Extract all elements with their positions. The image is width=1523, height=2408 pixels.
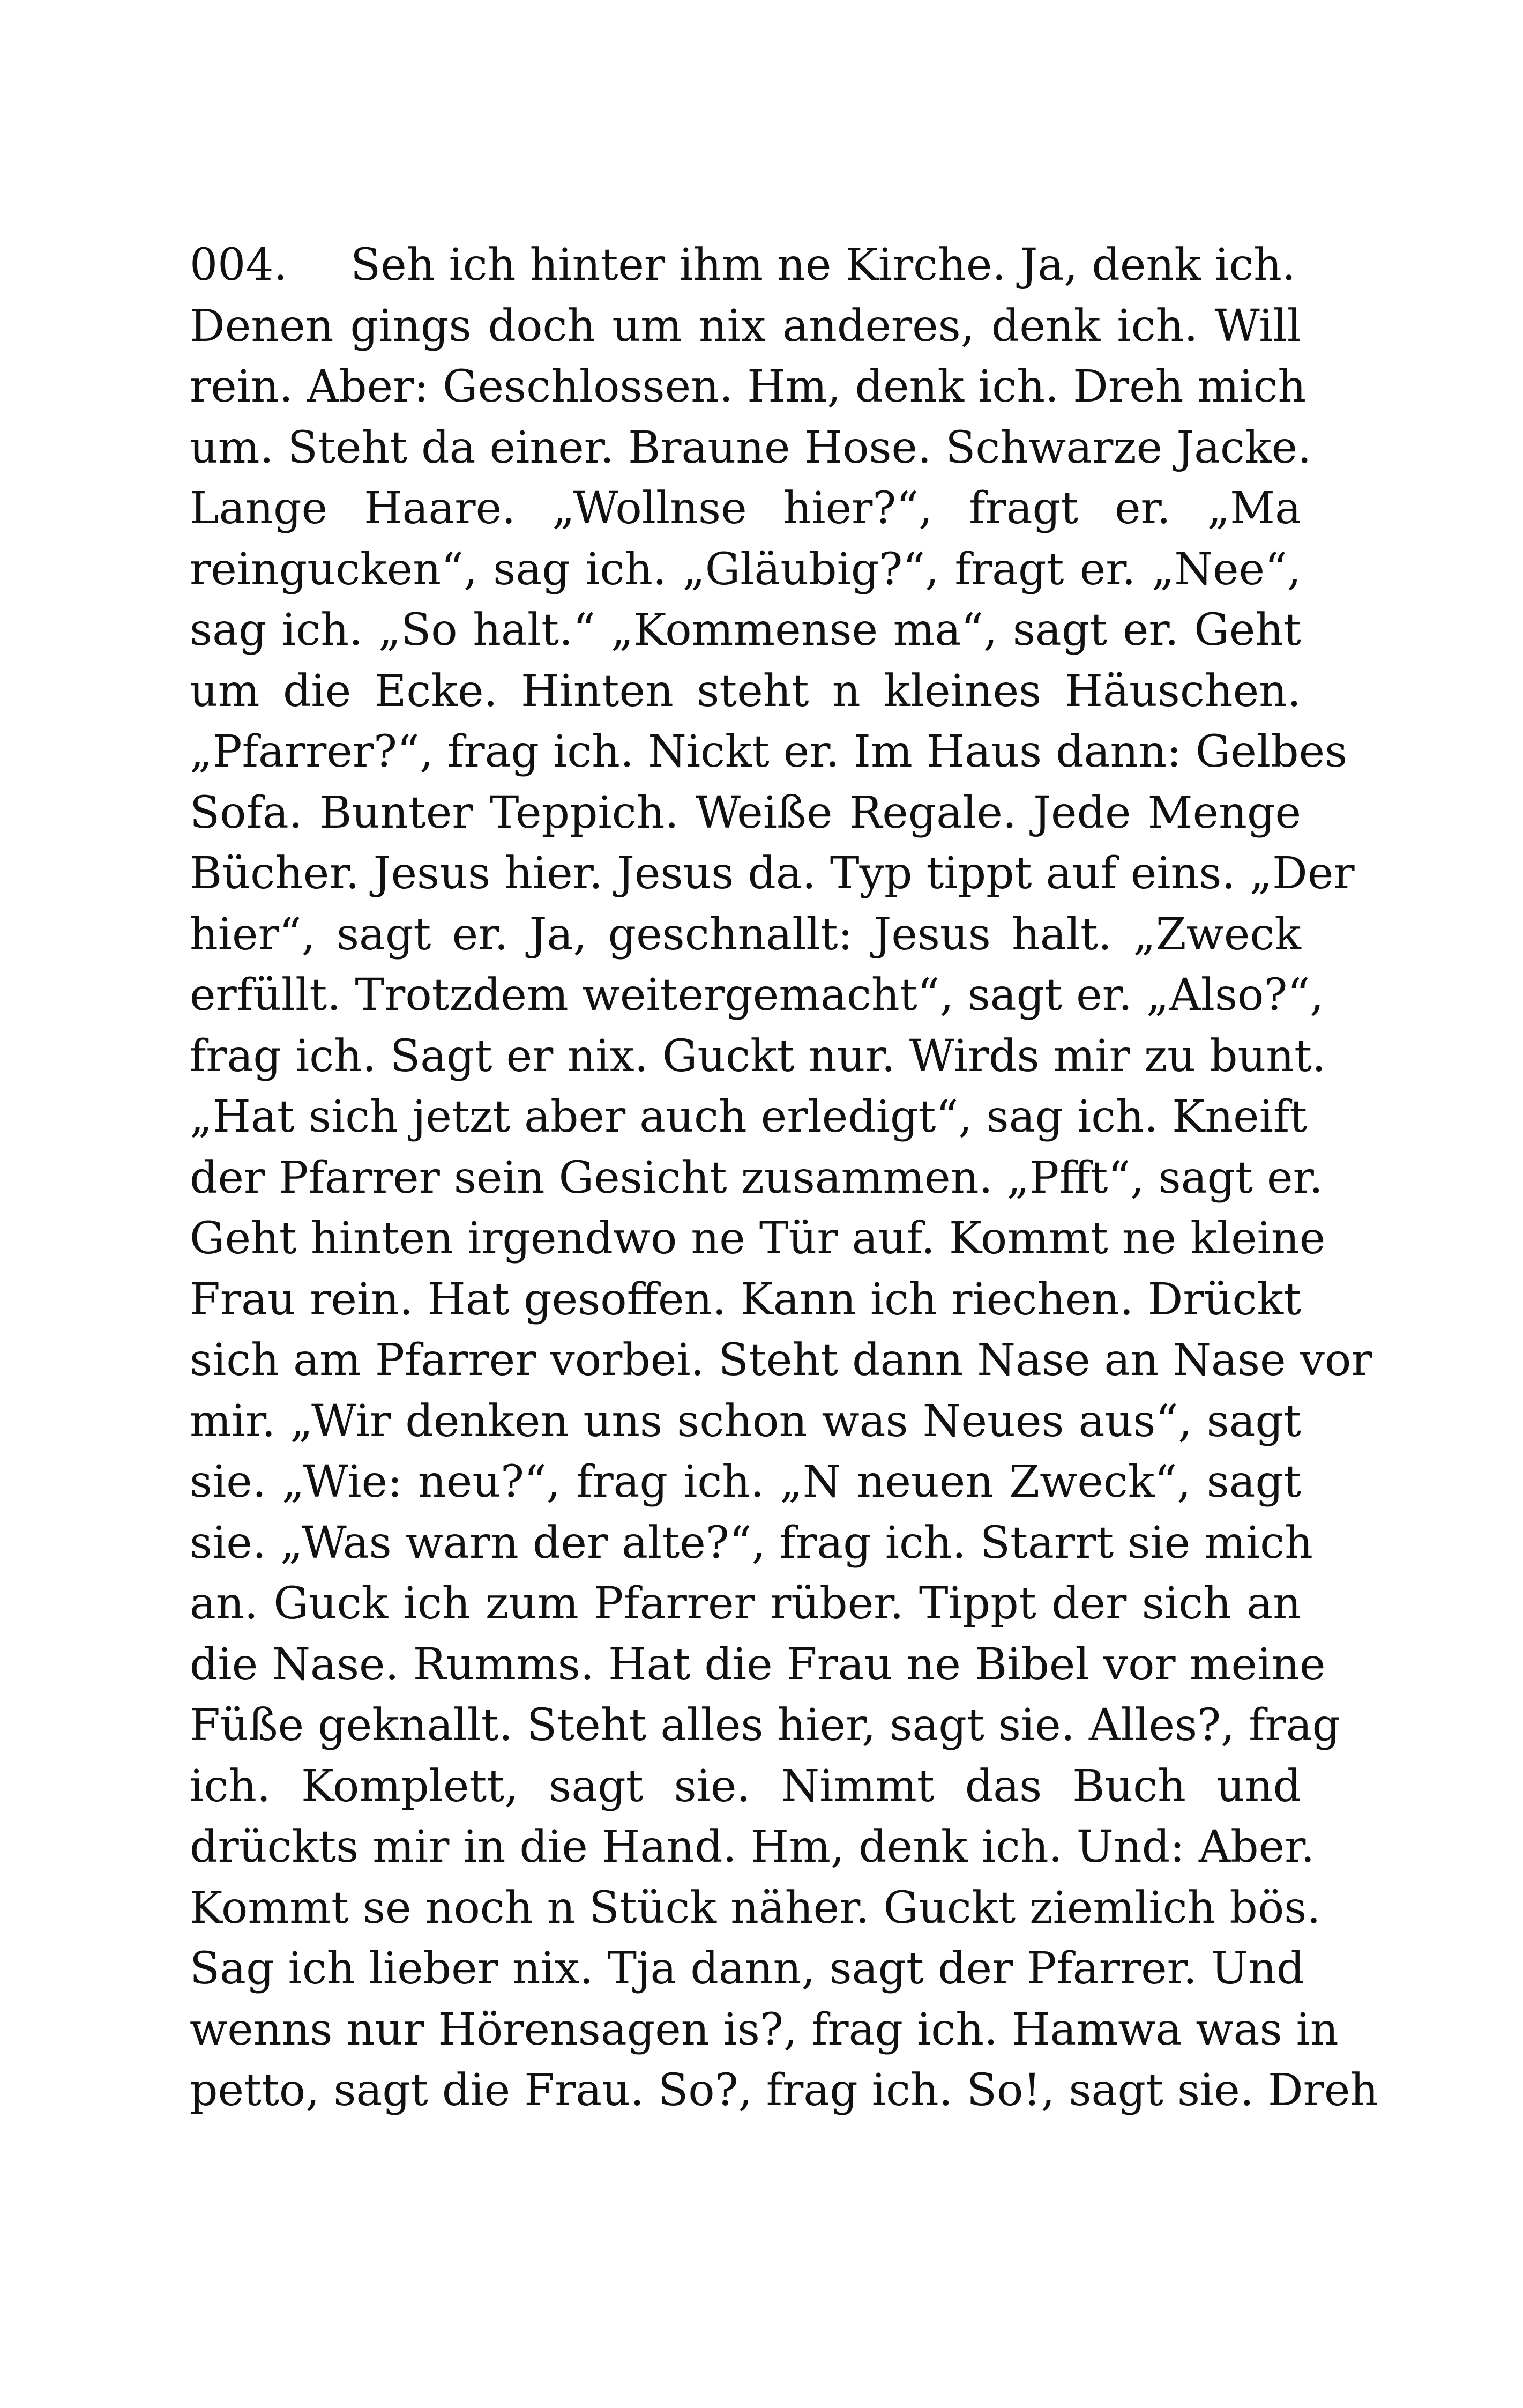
text-line: erfüllt. Trotzdem weitergemacht“, sagt er. „Also?“, (190, 970, 1324, 1021)
text-line: sie. „Wie: neu?“, frag ich. „N neuen Zweck“, sagt (190, 1456, 1301, 1507)
text-line: Füße geknallt. Steht alles hier, sagt sie. Alles?, frag (190, 1700, 1341, 1751)
text-line: Geht hinten irgendwo ne Tür auf. Kommt ne kleine (190, 1213, 1326, 1264)
text-line: die Nase. Rumms. Hat die Frau ne Bibel vor meine (190, 1639, 1326, 1690)
text-line: reingucken“, sag ich. „Gläubig?“, fragt er. „Nee“, (190, 544, 1301, 595)
text-line: drückts mir in die Hand. Hm, denk ich. Und: Aber. (190, 1822, 1315, 1872)
text-line: „Hat sich jetzt aber auch erledigt“, sag ich. Kneift (190, 1091, 1308, 1142)
text-line: ich. Komplett, sagt sie. Nimmt das Buch und (190, 1760, 1301, 1812)
text-line: mir. „Wir denken uns schon was Neues aus“, sagt (190, 1395, 1301, 1447)
text-line: um. Steht da einer. Braune Hose. Schwarze Jacke. (190, 422, 1312, 473)
text-line: Denen gings doch um nix anderes, denk ich. Will (190, 300, 1301, 352)
text-line: wenns nur Hörensagen is?, frag ich. Hamwa was in (190, 2004, 1339, 2055)
text-line: frag ich. Sagt er nix. Guckt nur. Wirds mir zu bunt. (190, 1030, 1326, 1082)
text-line (190, 235, 1301, 296)
text-line: der Pfarrer sein Gesicht zusammen. „Pfft“, sagt er. (190, 1152, 1323, 1203)
section-number: 004. (190, 240, 288, 291)
text-line: an. Guck ich zum Pfarrer rüber. Tippt der sich an (190, 1578, 1301, 1629)
text-line: rein. Aber: Geschlossen. Hm, denk ich. Dreh mich (190, 361, 1307, 412)
text-line: Frau rein. Hat gesoffen. Kann ich riechen. Drückt (190, 1274, 1301, 1325)
text-line: Bücher. Jesus hier. Jesus da. Typ tippt auf eins. „Der (190, 848, 1355, 899)
text-line: sich am Pfarrer vorbei. Steht dann Nase an Nase vor (190, 1335, 1372, 1386)
text-line: Kommt se noch n Stück näher. Guckt ziemlich bös. (190, 1882, 1321, 1934)
body-text (190, 235, 1379, 2121)
text-line: hier“, sagt er. Ja, geschnallt: Jesus halt. „Zweck (190, 909, 1301, 960)
text-line: sie. „Was warn der alte?“, frag ich. Starrt sie mich (190, 1517, 1313, 1569)
text-line: sag ich. „So halt.“ „Kommense ma“, sagt er. Geht (190, 605, 1301, 656)
text-line: Sofa. Bunter Teppich. Weiße Regale. Jede Menge (190, 787, 1301, 838)
text-line: „Pfarrer?“, frag ich. Nickt er. Im Haus dann: Gelbes (190, 726, 1348, 777)
text-line-content: Seh ich hinter ihm ne Kirche. Ja, denk ich. (350, 240, 1296, 291)
text-line: um die Ecke. Hinten steht n kleines Häuschen. (190, 665, 1301, 717)
text-line: petto, sagt die Frau. So?, frag ich. So!, sagt sie. Dreh (190, 2065, 1379, 2116)
text-line: Sag ich lieber nix. Tja dann, sagt der Pfarrer. Und (190, 1943, 1305, 1994)
text-line: Lange Haare. „Wollnse hier?“, fragt er. „Ma (190, 483, 1301, 534)
